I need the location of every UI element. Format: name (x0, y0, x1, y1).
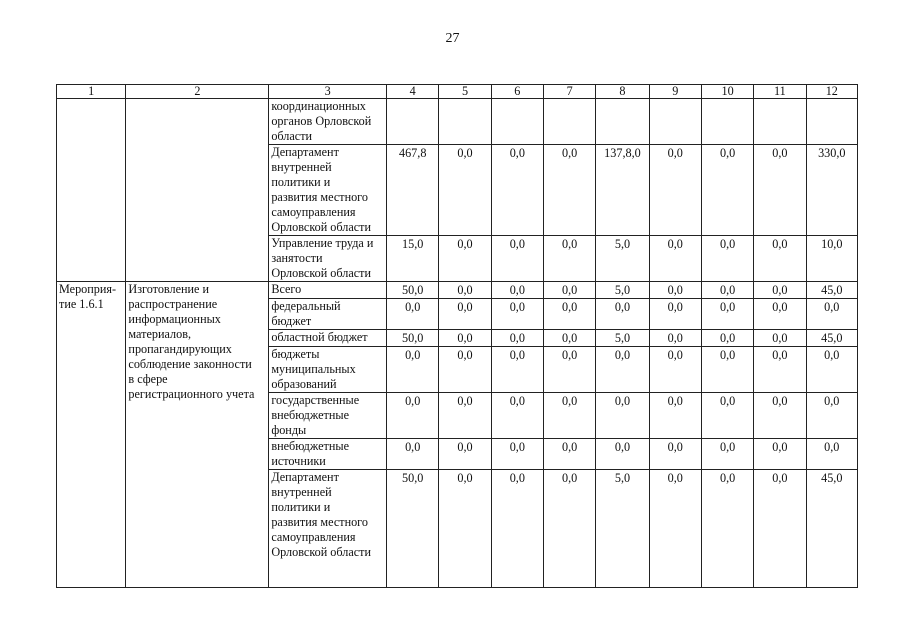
value-cell: 0,0 (754, 347, 806, 393)
funding-source: областной бюджет (271, 330, 368, 344)
value-cell: 50,0 (387, 282, 439, 299)
col-header: 2 (126, 85, 269, 99)
value-cell (701, 99, 753, 145)
value-cell: 0,0 (701, 347, 753, 393)
value-cell: 0,0 (649, 470, 701, 588)
funding-source-cell (269, 236, 387, 282)
col-header: 8 (596, 85, 649, 99)
value-cell: 0,0 (806, 347, 857, 393)
value-cell: 0,0 (649, 439, 701, 470)
funding-source: государственные внебюджетные фонды (271, 393, 360, 437)
value-cell: 0,0 (754, 145, 806, 236)
value-cell (596, 99, 649, 145)
value-cell: 0,0 (701, 299, 753, 330)
value-cell: 0,0 (543, 282, 595, 299)
value-cell: 5,0 (596, 330, 649, 347)
value-cell: 0,0 (649, 393, 701, 439)
value-cell: 0,0 (543, 330, 595, 347)
value-cell: 0,0 (701, 236, 753, 282)
value-cell: 5,0 (596, 470, 649, 588)
value-cell: 0,0 (439, 145, 491, 236)
empty-cell (126, 99, 269, 282)
value-cell: 0,0 (439, 330, 491, 347)
header-row (57, 85, 858, 99)
measure-name-cell (126, 282, 269, 588)
value-cell: 0,0 (649, 282, 701, 299)
value-cell: 0,0 (491, 282, 543, 299)
value-cell: 0,0 (543, 470, 595, 588)
table-row (57, 99, 858, 145)
value-cell: 0,0 (439, 299, 491, 330)
value-cell (439, 99, 491, 145)
value-cell: 137,8,0 (596, 145, 649, 236)
funding-source: Управление труда и занятости Орловской области (271, 236, 374, 280)
empty-cell (57, 99, 126, 282)
funding-source: координационных органов Орловской области (271, 99, 372, 143)
col-header: 11 (754, 85, 806, 99)
value-cell: 0,0 (543, 439, 595, 470)
funding-source: Департамент внутренней политики и развития местного самоуправления Орловской области (271, 145, 372, 234)
value-cell: 0,0 (491, 299, 543, 330)
value-cell: 45,0 (806, 470, 857, 588)
value-cell: 330,0 (806, 145, 857, 236)
value-cell: 0,0 (596, 439, 649, 470)
value-cell: 0,0 (701, 439, 753, 470)
col-header: 10 (701, 85, 753, 99)
value-cell: 0,0 (754, 330, 806, 347)
value-cell: 0,0 (649, 236, 701, 282)
value-cell: 0,0 (701, 330, 753, 347)
value-cell: 0,0 (754, 393, 806, 439)
value-cell: 467,8 (387, 145, 439, 236)
value-cell (754, 99, 806, 145)
value-cell: 0,0 (439, 393, 491, 439)
value-cell: 0,0 (491, 236, 543, 282)
value-cell: 15,0 (387, 236, 439, 282)
value-cell: 0,0 (439, 439, 491, 470)
funding-source-cell (269, 439, 387, 470)
col-header: 4 (387, 85, 439, 99)
value-cell: 0,0 (649, 330, 701, 347)
value-cell: 0,0 (439, 347, 491, 393)
value-cell: 0,0 (491, 330, 543, 347)
value-cell: 0,0 (806, 393, 857, 439)
value-cell: 50,0 (387, 330, 439, 347)
funding-source-cell (269, 330, 387, 347)
value-cell: 0,0 (439, 282, 491, 299)
value-cell: 0,0 (491, 470, 543, 588)
funding-source-cell (269, 99, 387, 145)
value-cell: 45,0 (806, 282, 857, 299)
page-number: 27 (445, 31, 460, 46)
value-cell (543, 99, 595, 145)
col-header: 1 (57, 85, 126, 99)
value-cell: 0,0 (543, 299, 595, 330)
value-cell: 0,0 (543, 236, 595, 282)
budget-table (56, 84, 858, 588)
col-header: 6 (491, 85, 543, 99)
value-cell: 0,0 (806, 299, 857, 330)
value-cell: 0,0 (543, 145, 595, 236)
value-cell: 0,0 (701, 282, 753, 299)
measure-id-cell (57, 282, 126, 588)
value-cell: 0,0 (754, 299, 806, 330)
col-header: 9 (649, 85, 701, 99)
value-cell: 0,0 (701, 145, 753, 236)
value-cell: 0,0 (387, 439, 439, 470)
value-cell: 0,0 (649, 299, 701, 330)
col-header: 12 (806, 85, 857, 99)
value-cell: 0,0 (439, 470, 491, 588)
col-header: 5 (439, 85, 491, 99)
funding-source-cell (269, 299, 387, 330)
table-row (57, 282, 858, 299)
funding-source-cell (269, 347, 387, 393)
value-cell: 0,0 (701, 393, 753, 439)
value-cell: 0,0 (491, 145, 543, 236)
value-cell (491, 99, 543, 145)
funding-source: федеральный бюджет (271, 299, 341, 328)
funding-source-cell (269, 145, 387, 236)
value-cell: 0,0 (387, 299, 439, 330)
value-cell: 0,0 (491, 439, 543, 470)
value-cell: 0,0 (649, 145, 701, 236)
value-cell (806, 99, 857, 145)
funding-source: бюджеты муниципальных образований (271, 347, 356, 391)
value-cell: 0,0 (387, 347, 439, 393)
measure-id: Мероприя- тие 1.6.1 (59, 282, 117, 311)
value-cell: 0,0 (491, 393, 543, 439)
funding-source-cell (269, 282, 387, 299)
value-cell: 0,0 (439, 236, 491, 282)
value-cell: 0,0 (806, 439, 857, 470)
value-cell: 10,0 (806, 236, 857, 282)
value-cell: 0,0 (387, 393, 439, 439)
value-cell: 0,0 (754, 236, 806, 282)
value-cell: 0,0 (754, 439, 806, 470)
value-cell: 0,0 (543, 393, 595, 439)
measure-name: Изготовление и распространение информационных материалов, пропагандирующих соблюдение законности в сфере регистрационного учета (128, 282, 255, 401)
value-cell: 0,0 (596, 393, 649, 439)
value-cell: 5,0 (596, 282, 649, 299)
funding-source: Департамент внутренней политики и развития местного самоуправления Орловской области (271, 470, 372, 559)
value-cell: 0,0 (754, 470, 806, 588)
funding-source: Всего (271, 282, 302, 296)
col-header: 7 (543, 85, 595, 99)
funding-source: внебюджетные источники (271, 439, 350, 468)
value-cell: 0,0 (701, 470, 753, 588)
value-cell: 0,0 (649, 347, 701, 393)
value-cell (649, 99, 701, 145)
value-cell: 0,0 (596, 299, 649, 330)
funding-source-cell (269, 393, 387, 439)
value-cell: 0,0 (491, 347, 543, 393)
value-cell: 0,0 (596, 347, 649, 393)
value-cell: 0,0 (543, 347, 595, 393)
value-cell (387, 99, 439, 145)
value-cell: 45,0 (806, 330, 857, 347)
value-cell: 50,0 (387, 470, 439, 588)
col-header: 3 (269, 85, 387, 99)
value-cell: 0,0 (754, 282, 806, 299)
value-cell: 5,0 (596, 236, 649, 282)
funding-source-cell (269, 470, 387, 588)
